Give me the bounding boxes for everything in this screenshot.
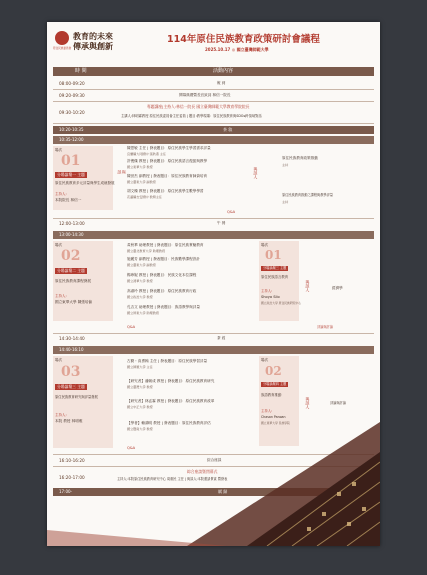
session2-right-theme: 原住民族語言教育 — [261, 275, 289, 279]
paper-affil: 國立中正大學 教授 — [127, 405, 153, 409]
session1-host: 本院院長 林信一 — [55, 198, 82, 202]
session2-host-label: 主持人: — [55, 294, 67, 298]
time-band — [53, 346, 374, 354]
row1-text: 報 到 — [217, 81, 226, 85]
session2-badge: 分場論壇二 主題 — [57, 268, 85, 273]
session3-right-far: 評論與討論 — [330, 401, 346, 405]
session3-number: 03 — [61, 364, 81, 380]
session2-number: 02 — [61, 248, 81, 264]
paper: 孔吉文 助理教授 | 發表題目：族語教學與評量 — [127, 305, 200, 309]
paper: 陳思敏 主任 | 發表題目：原住民族學生學習需求評量 — [127, 146, 211, 150]
paper: 陳世杰 副教授 | 發表題目：原住民族教育師資培育 — [127, 174, 208, 178]
row12-time: 17:00- — [59, 489, 72, 494]
session3-right-theme: 族語教育推動 — [261, 393, 282, 397]
divider — [53, 333, 374, 334]
session1-badge: 分場論壇一 主題 — [57, 172, 85, 177]
divider — [53, 89, 374, 90]
session3-right-host: Chasan Panoan — [261, 415, 286, 419]
break-band — [53, 126, 374, 134]
row2-text: 開幕典禮暨長官致詞 林信一院長 — [179, 93, 231, 97]
paper: 胡文棟 教授 | 發表題目：原住民族學生數學學習 — [127, 189, 204, 193]
session2-host: 國立東華大學 陳張培倫 — [55, 300, 93, 304]
session1-host-label: 主持人: — [55, 192, 67, 196]
session1-right1-sub: 主持 — [282, 163, 289, 167]
paper: 【研究者】林孟霖 教授 | 發表題目：原住民族教育改革 — [127, 399, 215, 403]
paper: 施麗芳 副教授 | 發表題目：民族數學課程設計 — [127, 257, 200, 261]
session3-host: 本院 教授 林明雅 — [55, 419, 83, 423]
row8-text: 茶 敘 — [217, 336, 226, 340]
session2-qa: Q&A — [127, 325, 136, 329]
session3-qa: Q&A — [127, 446, 136, 450]
paper-affil: 國立臺東大學 副教授 — [127, 180, 156, 184]
session2-right-badge: 分場論壇三 主題 — [263, 266, 287, 270]
session3-right-number: 02 — [265, 364, 282, 378]
session1-theme: 原住民族教育多元評量與學生成就發展 — [55, 181, 115, 185]
session2-right-host-sub: 國立政治大學 原住民族研究中心 — [261, 301, 302, 305]
row3-time: 09:30-10:20 — [59, 110, 85, 115]
row6-text: 午 餐 — [217, 221, 226, 225]
session1-right2-sub: 主持 — [282, 200, 289, 204]
header-activity: 活動內容 — [213, 68, 234, 74]
session2-right-label: 場次 — [261, 243, 269, 247]
time-band — [53, 136, 374, 144]
session2-theme: 原住民族教育課程發展 — [55, 279, 91, 283]
session2-right-host-label: 主持人: — [261, 289, 273, 293]
logo-seal — [55, 31, 69, 45]
paper-affil: 國立屏東大學 助理教授 — [127, 311, 159, 315]
paper: 楊珍妮 教授 | 發表題目：民族文化本位課程 — [127, 273, 197, 277]
paper-affil: 國立臺東大學 副教授 — [127, 263, 156, 267]
row1-time: 08:00-09:20 — [59, 81, 85, 86]
session3-badge: 分場論壇三 主題 — [57, 384, 85, 389]
paper-affil: 國立暨南大學 教授 — [127, 427, 153, 431]
row10-time: 16:10-16:20 — [59, 458, 85, 463]
session2-right-far2: 評論與討論 — [317, 325, 333, 329]
paper: 黃秋華 助理教授 | 發表題目：原住民族實驗教育 — [127, 243, 204, 247]
session2-right-mid: 與談人 — [305, 280, 311, 292]
paper-affil: 宜蘭縣大同國中 張秋燕 主任 — [127, 152, 167, 156]
row12-text: 賦 歸 — [218, 489, 228, 494]
logo-text: 原住民族委員會 — [53, 47, 72, 50]
row10-text: 綜合座談 — [207, 458, 222, 462]
session3-right-host-sub: 國立東華大學 民族學院 — [261, 421, 290, 425]
session3-theme: 原住民族教育研究與評量發展 — [55, 395, 98, 399]
divider — [53, 123, 374, 124]
row5-time: 10:35-12:00 — [59, 137, 84, 142]
slogan-line1: 教育的未來 — [73, 31, 113, 41]
paper-affil: 國立政治大學 教授 — [127, 295, 153, 299]
slogan-line2: 傳承與創新 — [73, 41, 113, 51]
row9-time: 14:40-16:10 — [59, 347, 84, 352]
paper: 高淑玲 教授 | 發表題目：原住民族教育行政 — [127, 289, 197, 293]
session2-label: 場次 — [55, 243, 63, 247]
time-band — [53, 231, 374, 239]
session2-right-number: 01 — [265, 248, 282, 262]
row3-host: 主講人:林明霖教授 原住民族委員會主任委員 | 題目:教學現場：原住民族教育與SDGs跨領域對話 — [121, 114, 262, 118]
session2-right-host: Shoya Silo — [261, 295, 280, 299]
paper: 古勤・高勇翰 主任 | 發表題目：原住民族學習評量 — [127, 359, 208, 363]
paper: 【研究者】潘朝成 教授 | 發表題目：原住民族教育研究 — [127, 379, 215, 383]
paper-affil: 國立臺灣大學 教授 — [127, 385, 153, 389]
session3-right-host-label: 主持人: — [261, 409, 273, 413]
paper-affil: 國立東華大學 教授 — [127, 165, 153, 169]
paper-affil: 國立師範大學 主任 — [127, 365, 153, 369]
page-title: 114年原住民族教育政策研討會議程 — [167, 34, 320, 45]
row7-time: 13:00-14:30 — [59, 232, 84, 237]
paper-affil: 國立臺北教育大學 助理教授 — [127, 249, 166, 253]
agenda-poster — [47, 22, 380, 546]
session3-label: 場次 — [55, 358, 63, 362]
row11-line1: 綜合座談暨閉幕式 — [187, 469, 218, 474]
session2-right-far: 經濟學 — [332, 286, 343, 290]
paper: 許俊傑 教授 | 發表題目：原住民族語言復振與教學 — [127, 159, 208, 163]
paper: 【學者】賴鴻明 教授 | 發表題目：原住民族教育評估 — [127, 421, 211, 425]
session1-qa: Q&A — [227, 210, 236, 214]
date-venue: 2025.10.17 ◎ 國立臺灣師範大學 — [205, 47, 269, 52]
divider — [53, 101, 374, 102]
session1-right2: 原住民族教育推動之課程與教學評量 — [282, 193, 333, 197]
row4-text: 茶 敘 — [223, 127, 233, 132]
row2-time: 09:20-09:30 — [59, 93, 85, 98]
session1-respondent: 與 談 — [117, 170, 127, 174]
session3-right-badge: 分場論壇四 主題 — [263, 382, 287, 386]
session1-label: 場次 — [55, 148, 63, 152]
session1-number: 01 — [61, 153, 81, 169]
session3-host-label: 主持人: — [55, 413, 67, 417]
paper-affil: 國立清華大學 教授 — [127, 279, 153, 283]
session3-right-mid: 與談人 — [305, 397, 311, 409]
session3-right-label: 場次 — [261, 358, 269, 362]
table-header — [53, 67, 374, 76]
session1-respondent-label: 與談人 — [253, 167, 259, 179]
session1-right1: 原住民族教育政策推動 — [282, 156, 318, 160]
header-time: 時 間 — [75, 68, 87, 74]
row8-time: 14:30-14:40 — [59, 336, 85, 341]
row11-time: 16:20-17:00 — [59, 475, 85, 480]
row3-special: 專題講座|主持人:林信一院長 國立臺灣師範大學教育學院院長 — [147, 104, 250, 109]
row6-time: 12:00-13:00 — [59, 221, 85, 226]
decorative-pattern — [47, 500, 227, 546]
paper-affil: 花蓮縣吉安國中 教務主任 — [127, 195, 163, 199]
divider — [53, 218, 374, 219]
row11-line2: 主持人:本院原住民族教育研究中心 周惠民 主任 | 與談人:本院邀請貴賓 暨發表 — [117, 477, 228, 481]
row4-time: 10:20-10:35 — [59, 127, 84, 132]
